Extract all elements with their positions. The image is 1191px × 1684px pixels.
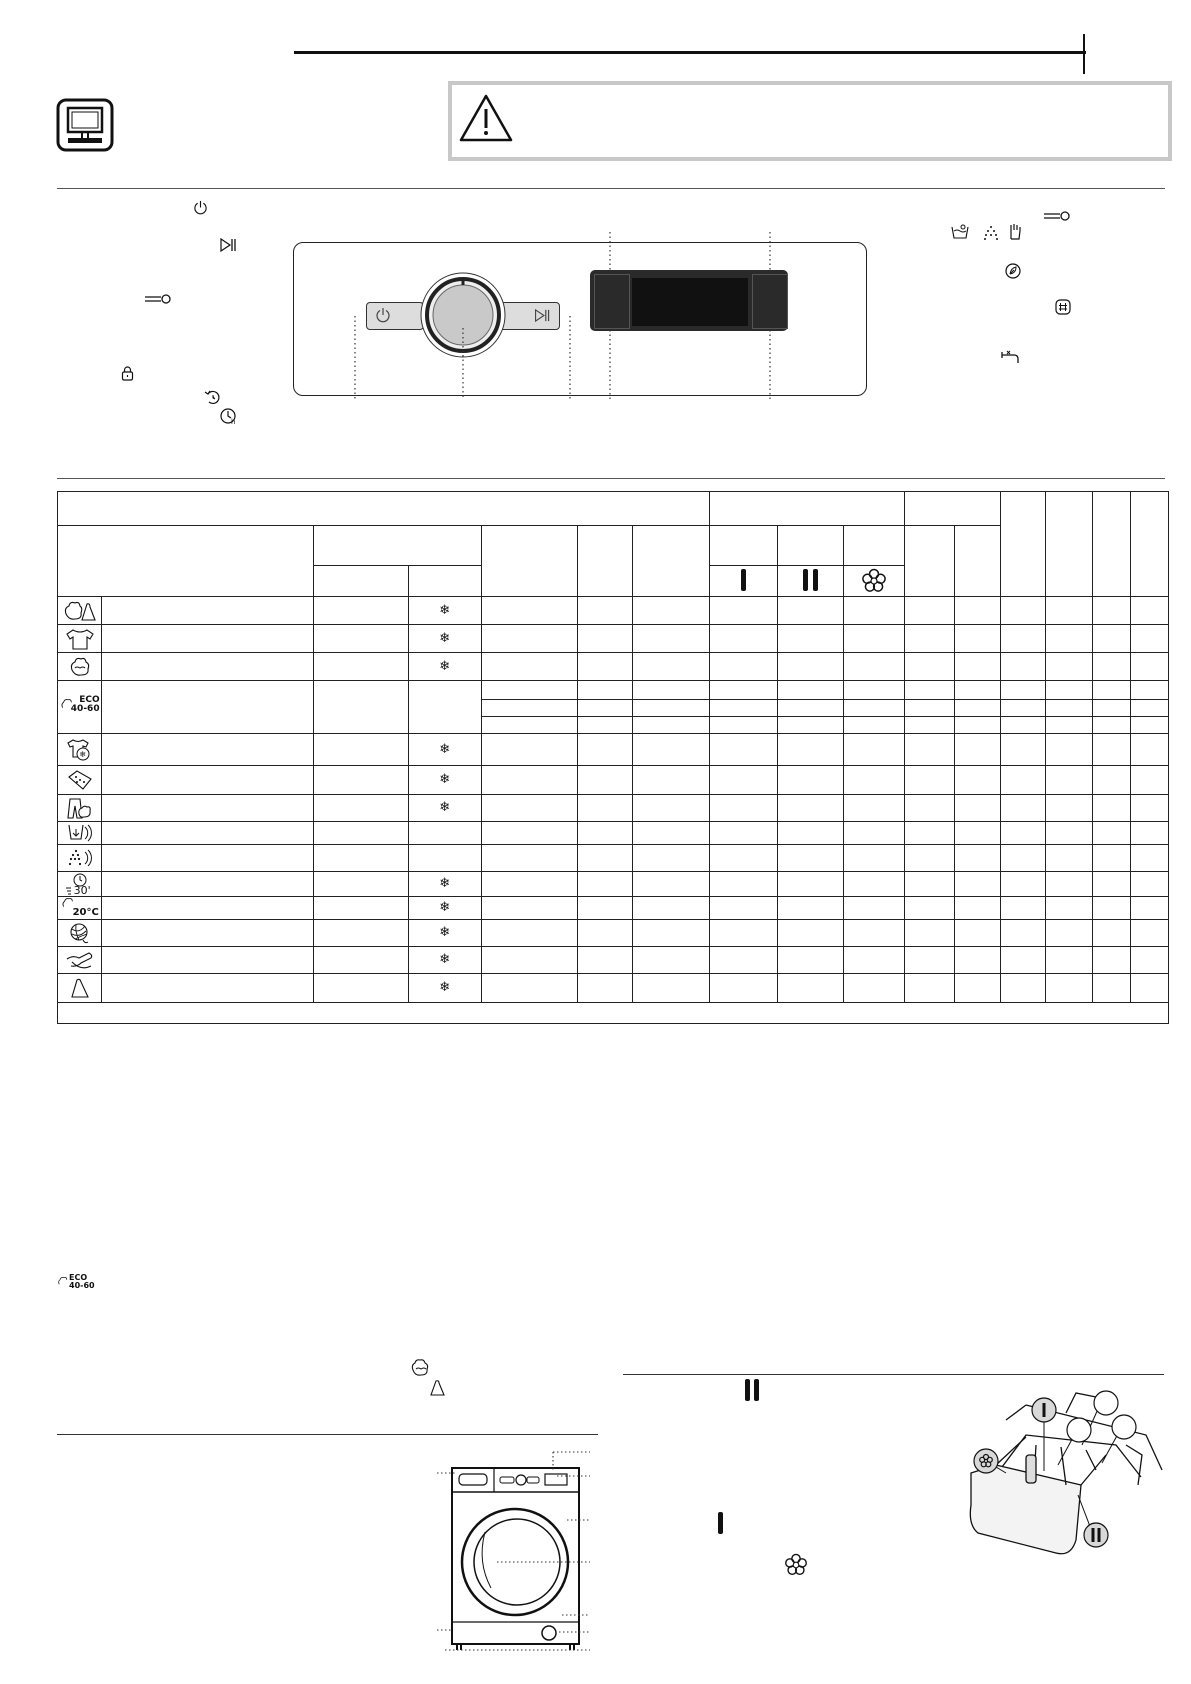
- detergent-drawer-illustration: [966, 1385, 1166, 1565]
- eco-40-60-label: ECO 40-60: [70, 695, 100, 715]
- refresh-fresh-icon: [204, 389, 222, 405]
- cold-snowflake-icon: ❄: [439, 900, 451, 916]
- hash-grid-icon: [1055, 299, 1071, 315]
- section-rule-machine: [57, 1434, 598, 1435]
- key-lock-icon: [144, 292, 172, 306]
- table-header-col-15: [1092, 492, 1130, 597]
- synthetic-icon: [63, 977, 97, 999]
- compartment-two-icon: [803, 569, 818, 591]
- eco-note-label: ECO 40-60: [69, 1273, 95, 1290]
- synthetic-icon: [428, 1379, 446, 1397]
- table-footer-row: [58, 1002, 1169, 1023]
- eco-40-60-note-icon: [57, 1272, 97, 1294]
- table-header-col-16: [1130, 492, 1168, 597]
- warning-triangle-icon: [458, 93, 514, 143]
- table-row: [58, 734, 1169, 766]
- wool-icon: [63, 922, 97, 944]
- flower-softener-icon: [861, 568, 887, 594]
- cotton-20c-icon: [61, 897, 99, 919]
- cold-snowflake-icon: ❄: [439, 952, 451, 968]
- rapid-30-icon: [63, 872, 97, 896]
- table-header-temp-default: [314, 566, 408, 597]
- table-header-spin: [481, 526, 577, 597]
- compartment-softener-symbol: [844, 566, 904, 597]
- table-header-residual: [904, 492, 1000, 526]
- table-header-program: [58, 526, 314, 597]
- section-rule-drawer: [623, 1374, 1164, 1375]
- table-row: [58, 871, 1169, 896]
- compartment-two-icon: [745, 1379, 759, 1401]
- table-row: [58, 919, 1169, 946]
- header-rule: [294, 51, 1086, 54]
- cold-snowflake-icon: ❄: [439, 631, 451, 647]
- table-row: [58, 653, 1169, 681]
- flower-softener-icon: [784, 1553, 808, 1577]
- table-row: [58, 794, 1169, 821]
- table-row: [58, 766, 1169, 794]
- mixed-icon: [63, 797, 97, 819]
- table-row: [58, 625, 1169, 653]
- cold-snowflake-icon: ❄: [439, 800, 451, 816]
- table-header-duration: [632, 526, 709, 597]
- cold-snowflake-icon: ❄: [439, 980, 451, 996]
- delay-timer-icon: [220, 407, 238, 425]
- cotton-20c-label: 20°C: [72, 906, 99, 918]
- compartment-one-icon: [741, 569, 746, 591]
- towels-icon: [63, 769, 97, 791]
- table-header-energy: [954, 526, 1000, 597]
- table-row: [58, 844, 1169, 871]
- rapid-30-label: 30': [73, 883, 91, 897]
- table-header-load: [578, 526, 632, 597]
- spin-drain-icon: [63, 847, 97, 869]
- power-icon: [193, 200, 208, 215]
- table-header-temp-range: [408, 566, 481, 597]
- programs-table: [57, 491, 1169, 1024]
- rinse-spin-icon: [63, 822, 97, 844]
- table-header-detergents: [709, 492, 904, 526]
- tap-water-icon: [1000, 349, 1022, 365]
- table-header-residual-moisture: [904, 526, 954, 597]
- monitor-icon: [56, 98, 114, 152]
- table-header-compartment-1: [709, 526, 777, 566]
- control-panel-leaders: [340, 228, 780, 404]
- start-pause-icon: [220, 238, 238, 252]
- cold-snowflake-icon: ❄: [439, 742, 451, 758]
- table-header-compartment-softener: [844, 526, 904, 566]
- cotton-icon: [410, 1359, 432, 1377]
- cold-snowflake-icon: ❄: [439, 659, 451, 675]
- options-hand-icon: [1007, 222, 1023, 240]
- spin-speed-icon: [983, 224, 999, 240]
- cold-snowflake-icon: ❄: [439, 925, 451, 941]
- compartment-1-symbol: [709, 566, 777, 597]
- table-row: [58, 946, 1169, 973]
- eco-leaf-icon: [1005, 263, 1021, 279]
- table-row: [58, 973, 1169, 1002]
- colours-icon: [63, 739, 97, 761]
- table-row: [58, 821, 1169, 844]
- section-rule-2: [57, 478, 1165, 479]
- eco-40-60-icon: [60, 692, 100, 722]
- table-header-col-14: [1046, 492, 1092, 597]
- table-header-main: [58, 492, 710, 526]
- padlock-icon: [121, 366, 134, 381]
- svg-text:❄: ❄: [79, 749, 86, 759]
- shirt-icon: [63, 628, 97, 650]
- svg-text:h: h: [231, 418, 236, 425]
- header-rule-tick: [1083, 34, 1085, 74]
- table-header-col-13: [1001, 492, 1046, 597]
- cotton-icon: [63, 656, 97, 678]
- washing-machine-illustration: [437, 1450, 590, 1658]
- key-lock-icon: [1043, 209, 1071, 223]
- cold-snowflake-icon: ❄: [439, 876, 451, 892]
- wash-temperature-icon: [951, 224, 969, 240]
- compartment-one-icon: [718, 1512, 723, 1534]
- cotton-synthetic-icon: [63, 600, 97, 622]
- delicates-icon: [63, 949, 97, 971]
- table-header-temperature: [314, 526, 482, 566]
- table-row: [58, 896, 1169, 919]
- compartment-2-symbol: [778, 566, 844, 597]
- table-row: [58, 597, 1169, 625]
- table-header-compartment-2: [778, 526, 844, 566]
- section-rule-1: [57, 188, 1165, 189]
- table-row: [58, 681, 1169, 700]
- warning-box: [448, 81, 1172, 161]
- cold-snowflake-icon: ❄: [439, 603, 451, 619]
- cold-snowflake-icon: ❄: [439, 772, 451, 788]
